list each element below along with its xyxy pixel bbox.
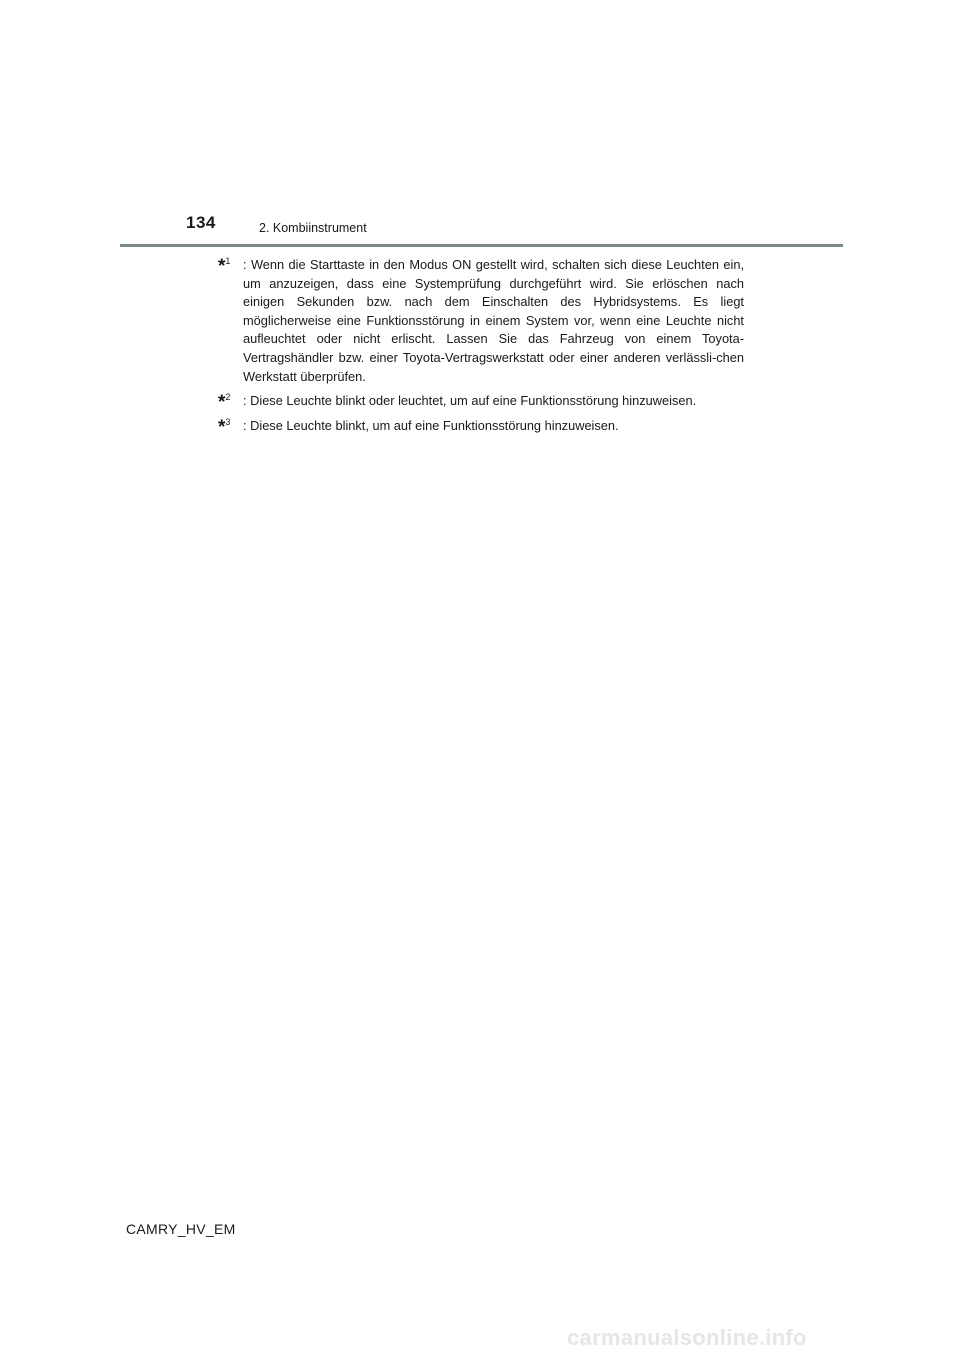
footnote-number: 2 bbox=[225, 392, 231, 403]
footnote-text: : Wenn die Starttaste in den Modus ON gestellt wird, schalten sich diese Leuchten ein, um anzuzeigen, dass eine Systemprüfung durchgeführt wird. Sie erlöschen nach einigen Sekunden bzw. nach dem Einschalten des Hybridsystems. Es liegt möglicherweise eine Funktionsstörung in einem System vor, wenn eine Leuchte nicht aufleuchtet oder nicht erlischt. Lassen Sie das Fahrzeug von einem Toyota-Vertragshändler bzw. einer Toyota-Vertragswerkstatt oder einer anderen verlässli-chen Werkstatt überprüfen. bbox=[243, 257, 744, 384]
footnote-1 bbox=[218, 256, 744, 386]
footnote-number: 1 bbox=[225, 256, 231, 266]
footnote-number: 3 bbox=[225, 417, 231, 428]
footnote-2 bbox=[218, 392, 744, 414]
footnote-list bbox=[218, 256, 744, 439]
header-divider bbox=[120, 244, 843, 247]
footnote-marker bbox=[218, 417, 243, 439]
watermark: carmanualsonline.info bbox=[567, 1325, 807, 1350]
footnote-text: : Diese Leuchte blinkt, um auf eine Funktionsstörung hinzuweisen. bbox=[243, 418, 619, 434]
footnote-star: * bbox=[218, 392, 226, 414]
footnote-marker bbox=[218, 392, 243, 414]
footnote-star: * bbox=[218, 256, 226, 278]
page-number: 134 bbox=[186, 213, 216, 232]
document-code: CAMRY_HV_EM bbox=[126, 1221, 236, 1237]
footnote-marker bbox=[218, 256, 243, 386]
footnote-text: : Diese Leuchte blinkt oder leuchtet, um auf eine Funktionsstörung hinzuweisen. bbox=[243, 393, 697, 409]
section-title: 2. Kombiinstrument bbox=[259, 221, 367, 235]
footnote-star: * bbox=[218, 417, 226, 439]
footnote-3 bbox=[218, 417, 744, 439]
